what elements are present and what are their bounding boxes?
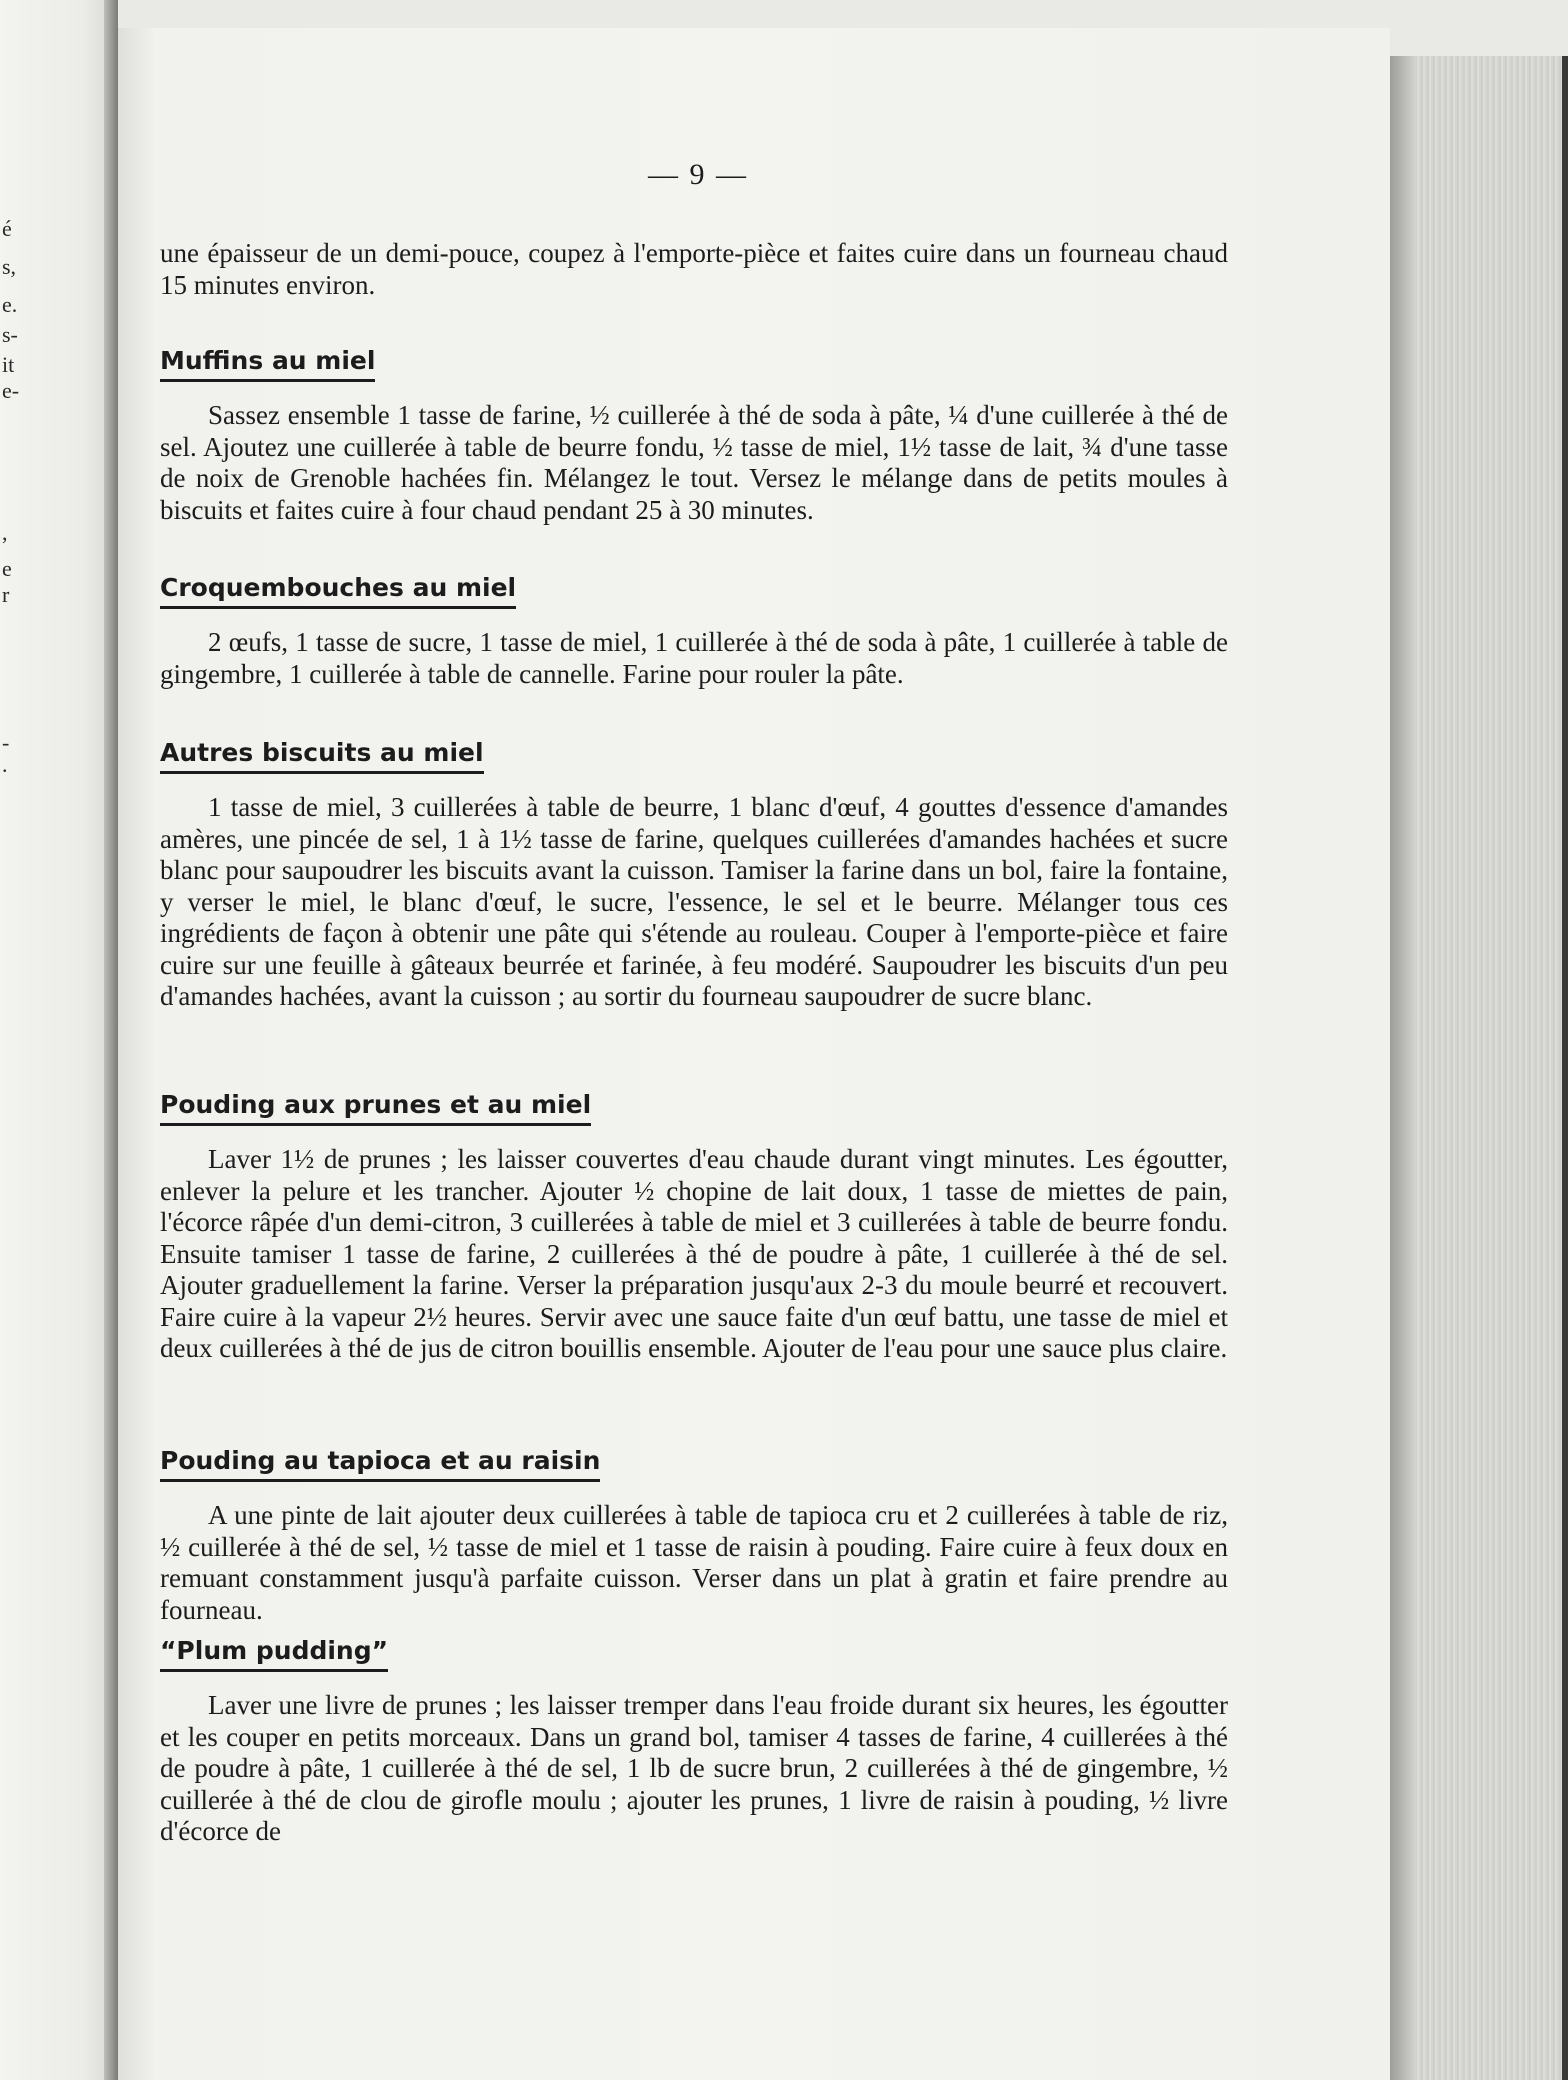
left-fragment: -: [2, 730, 10, 755]
left-fragment: e: [2, 556, 12, 581]
left-fragment: .: [2, 752, 8, 777]
recipe-muffins: [160, 346, 1228, 526]
left-fragment: e-: [2, 378, 20, 403]
left-page-edge: [0, 0, 118, 2080]
recipe-text: Laver 1½ de prunes ; les laisser couvertes d'eau chaude durant vingt minutes. Les égoutter, enlever la pelure et les trancher. Ajouter ½ chopine de lait doux, 1 tasse de miettes de pain, l'écorce râpée d'un demi-citron, 3 cuillerées à table de miel et 3 cuillerées à table de beurre fondu. Ensuite tamiser 1 tasse de farine, 2 cuillerées à thé de poudre à pâte, 1 cuillerée à thé de sel. Ajouter graduellement la farine. Verser la préparation jusqu'aux 2-3 du moule beurré et recouvert. Faire cuire à la vapeur 2½ heures. Servir avec une sauce faite d'un œuf battu, une tasse de miel et deux cuillerées à thé de jus de citron bouillis ensemble. Ajouter de l'eau pour une sauce plus claire.: [160, 1144, 1228, 1363]
recipe-text: Laver une livre de prunes ; les laisser tremper dans l'eau froide durant six heures, les égoutter et les couper en petits morceaux. Dans un grand bol, tamiser 4 tasses de farine, 4 cuillerées à thé de poudre à pâte, 1 cuillerée à thé de sel, 1 lb de sucre brun, 2 cuillerées à thé de gingembre, ½ cuillerée à thé de clou de girofle moulu ; ajouter les prunes, 1 livre de raisin à pouding, ½ livre d'écorce de: [160, 1690, 1228, 1846]
recipe-title: Autres biscuits au miel: [160, 738, 484, 774]
recipe-title: Pouding aux prunes et au miel: [160, 1090, 591, 1126]
left-fragment: ,: [2, 520, 8, 545]
intro-block: [160, 238, 1228, 301]
recipe-text: A une pinte de lait ajouter deux cuillerées à table de tapioca cru et 2 cuillerées à table de riz, ½ cuillerée à thé de sel, ½ tasse de miel et 1 tasse de raisin à pouding. Faire cuire à feux doux en remuant constamment jusqu'à parfaite cuisson. Verser dans un plat à gratin et faire prendre au fourneau.: [160, 1500, 1228, 1625]
page-stack-edges: [1390, 56, 1568, 2080]
recipe-autres-biscuits: [160, 738, 1228, 1013]
left-fragment: é: [2, 216, 12, 241]
left-fragment: e.: [2, 292, 18, 317]
gutter-shadow: [104, 0, 118, 2080]
recipe-plum-pudding: [160, 1636, 1228, 1848]
left-fragment: it: [2, 352, 15, 377]
recipe-pouding-tapioca: [160, 1446, 1228, 1626]
recipe-text: 2 œufs, 1 tasse de sucre, 1 tasse de miel, 1 cuillerée à thé de soda à pâte, 1 cuillerée à table de gingembre, 1 cuillerée à table de cannelle. Farine pour rouler la pâte.: [160, 627, 1228, 689]
left-fragment: s,: [2, 254, 17, 279]
recipe-text: Sassez ensemble 1 tasse de farine, ½ cuillerée à thé de soda à pâte, ¼ d'une cuillerée à thé de sel. Ajoutez une cuillerée à table de beurre fondu, ½ tasse de miel, 1½ tasse de lait, ¾ d'une tasse de noix de Grenoble hachées fin. Mélangez le tout. Versez le mélange dans de petits moules à biscuits et faites cuire à four chaud pendant 25 à 30 minutes.: [160, 400, 1228, 525]
recipe-title: Croquembouches au miel: [160, 573, 516, 609]
recipe-croquembouches: [160, 573, 1228, 690]
intro-paragraph: une épaisseur de un demi-pouce, coupez à l'emporte-pièce et faites cuire dans un fourneau chaud 15 minutes environ.: [160, 238, 1228, 300]
page-number: — 9 —: [648, 158, 748, 191]
recipe-title: Pouding au tapioca et au raisin: [160, 1446, 600, 1482]
left-fragment: s-: [2, 322, 18, 347]
recipe-pouding-prunes: [160, 1090, 1228, 1365]
recipe-title: Muffins au miel: [160, 346, 375, 382]
left-fragment: r: [2, 582, 10, 607]
book-cover-edge: [1562, 56, 1568, 2080]
recipe-title: “Plum pudding”: [160, 1636, 388, 1672]
book-page: [118, 28, 1390, 2080]
recipe-text: 1 tasse de miel, 3 cuillerées à table de beurre, 1 blanc d'œuf, 4 gouttes d'essence d'amandes amères, une pincée de sel, 1 à 1½ tasse de farine, quelques cuillerées d'amandes hachées et sucre blanc pour saupoudrer les biscuits avant la cuisson. Tamiser la farine dans un bol, faire la fontaine, y verser le miel, le blanc d'œuf, le sucre, l'essence, le sel et le beurre. Mélanger tous ces ingrédients de façon à obtenir une pâte qui s'étende au rouleau. Couper à l'emporte-pièce et faire cuire sur une feuille à gâteaux beurrée et farinée, à feu modéré. Saupoudrer les biscuits d'un peu d'amandes hachées, avant la cuisson ; au sortir du fourneau saupoudrer de sucre blanc.: [160, 792, 1228, 1011]
